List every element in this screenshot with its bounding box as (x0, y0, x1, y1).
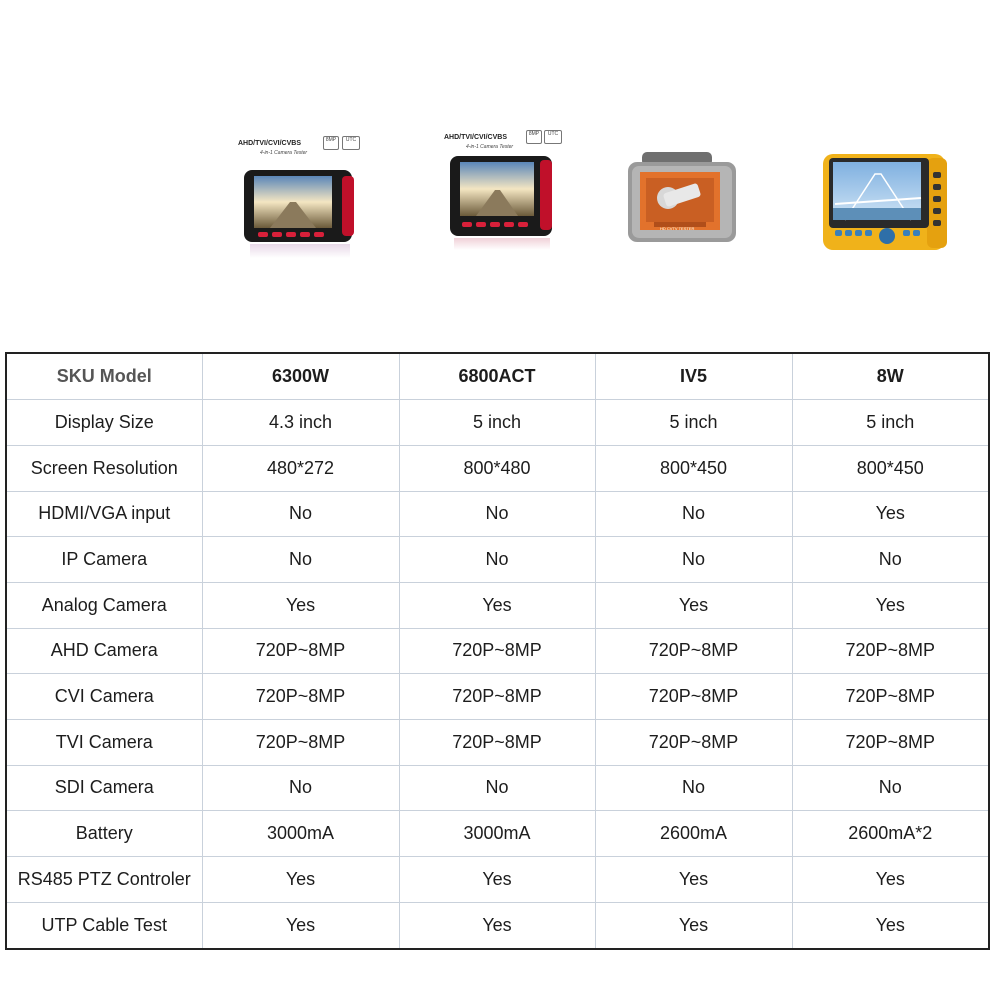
camera-tester-device-icon (815, 148, 955, 258)
table-cell: No (792, 765, 989, 811)
camera-tester-device-icon (440, 150, 580, 255)
header-cell-6300w: 6300W (202, 353, 399, 400)
product-image-8w (815, 148, 955, 258)
table-cell: 720P~8MP (792, 719, 989, 765)
table-cell: 5 inch (595, 400, 792, 446)
table-cell: Yes (792, 582, 989, 628)
table-cell: 480*272 (202, 445, 399, 491)
row-label: AHD Camera (6, 628, 202, 674)
row-label: Screen Resolution (6, 445, 202, 491)
table-row (6, 491, 989, 537)
table-row (6, 902, 989, 949)
table-cell: No (595, 491, 792, 537)
comparison-table (5, 352, 990, 950)
table-row (6, 537, 989, 583)
table-row (6, 582, 989, 628)
product-label: AHD/TVI/CVI/CVBS (444, 134, 508, 141)
row-label: Display Size (6, 400, 202, 446)
table-cell: Yes (202, 856, 399, 902)
table-cell: 720P~8MP (399, 674, 595, 720)
product-image-6800act (440, 128, 580, 258)
table-row (6, 856, 989, 902)
table-cell: No (792, 537, 989, 583)
product-image-iv5 (620, 150, 740, 250)
table-row (6, 400, 989, 446)
table-cell: Yes (792, 902, 989, 949)
camera-tester-device-icon (620, 150, 740, 250)
row-label: Analog Camera (6, 582, 202, 628)
header-cell-label: SKU Model (6, 353, 202, 400)
table-cell: 800*480 (399, 445, 595, 491)
badge-8mp: 8MP (323, 136, 339, 150)
row-label: HDMI/VGA input (6, 491, 202, 537)
table-cell: 800*450 (595, 445, 792, 491)
table-cell: 720P~8MP (202, 628, 399, 674)
product-images (0, 0, 1000, 300)
table-cell: 800*450 (792, 445, 989, 491)
table-cell: No (202, 537, 399, 583)
table-cell: 720P~8MP (399, 719, 595, 765)
table-cell: 720P~8MP (595, 628, 792, 674)
table-cell: 3000mA (399, 811, 595, 857)
table-cell: No (202, 765, 399, 811)
table-cell: 720P~8MP (202, 719, 399, 765)
table-cell: 4.3 inch (202, 400, 399, 446)
table-row (6, 811, 989, 857)
row-label: CVI Camera (6, 674, 202, 720)
table-cell: 5 inch (792, 400, 989, 446)
product-image-6300w (230, 130, 370, 265)
table-row (6, 765, 989, 811)
table-cell: No (595, 765, 792, 811)
table-cell: 720P~8MP (792, 674, 989, 720)
table-cell: 720P~8MP (595, 719, 792, 765)
table-cell: 720P~8MP (595, 674, 792, 720)
row-label: SDI Camera (6, 765, 202, 811)
row-label: TVI Camera (6, 719, 202, 765)
table-cell: Yes (595, 902, 792, 949)
badge-8mp: 8MP (526, 130, 542, 144)
device-screen-text: HD CVTV TESTER (660, 226, 695, 231)
row-label: UTP Cable Test (6, 902, 202, 949)
table-cell: No (595, 537, 792, 583)
table-cell: 720P~8MP (792, 628, 989, 674)
table-cell: 720P~8MP (399, 628, 595, 674)
table-cell: No (202, 491, 399, 537)
header-cell-8w: 8W (792, 353, 989, 400)
table-cell: Yes (792, 491, 989, 537)
row-label: IP Camera (6, 537, 202, 583)
table-cell: Yes (202, 902, 399, 949)
header-cell-6800act: 6800ACT (399, 353, 595, 400)
table-header-row (6, 353, 989, 400)
table-cell: Yes (399, 902, 595, 949)
table-cell: Yes (399, 856, 595, 902)
table-cell: Yes (792, 856, 989, 902)
camera-tester-device-icon (230, 160, 370, 270)
badge-utc: UTC (544, 130, 562, 144)
table-row (6, 628, 989, 674)
table-cell: No (399, 765, 595, 811)
row-label: Battery (6, 811, 202, 857)
table-cell: Yes (595, 856, 792, 902)
table-cell: 5 inch (399, 400, 595, 446)
table-cell: No (399, 491, 595, 537)
table-cell: Yes (595, 582, 792, 628)
table-cell: 3000mA (202, 811, 399, 857)
row-label: RS485 PTZ Controler (6, 856, 202, 902)
table-cell: Yes (399, 582, 595, 628)
table-cell: 2600mA (595, 811, 792, 857)
table-row (6, 719, 989, 765)
product-label: AHD/TVI/CVI/CVBS (238, 140, 302, 147)
table-cell: Yes (202, 582, 399, 628)
table-cell: 720P~8MP (202, 674, 399, 720)
product-sublabel: 4-in-1 Camera Tester (466, 144, 514, 150)
table-row (6, 674, 989, 720)
table-cell: No (399, 537, 595, 583)
badge-utc: UTC (342, 136, 360, 150)
table-cell: 2600mA*2 (792, 811, 989, 857)
product-sublabel: 4-in-1 Camera Tester (260, 150, 308, 156)
table-row (6, 445, 989, 491)
header-cell-iv5: IV5 (595, 353, 792, 400)
